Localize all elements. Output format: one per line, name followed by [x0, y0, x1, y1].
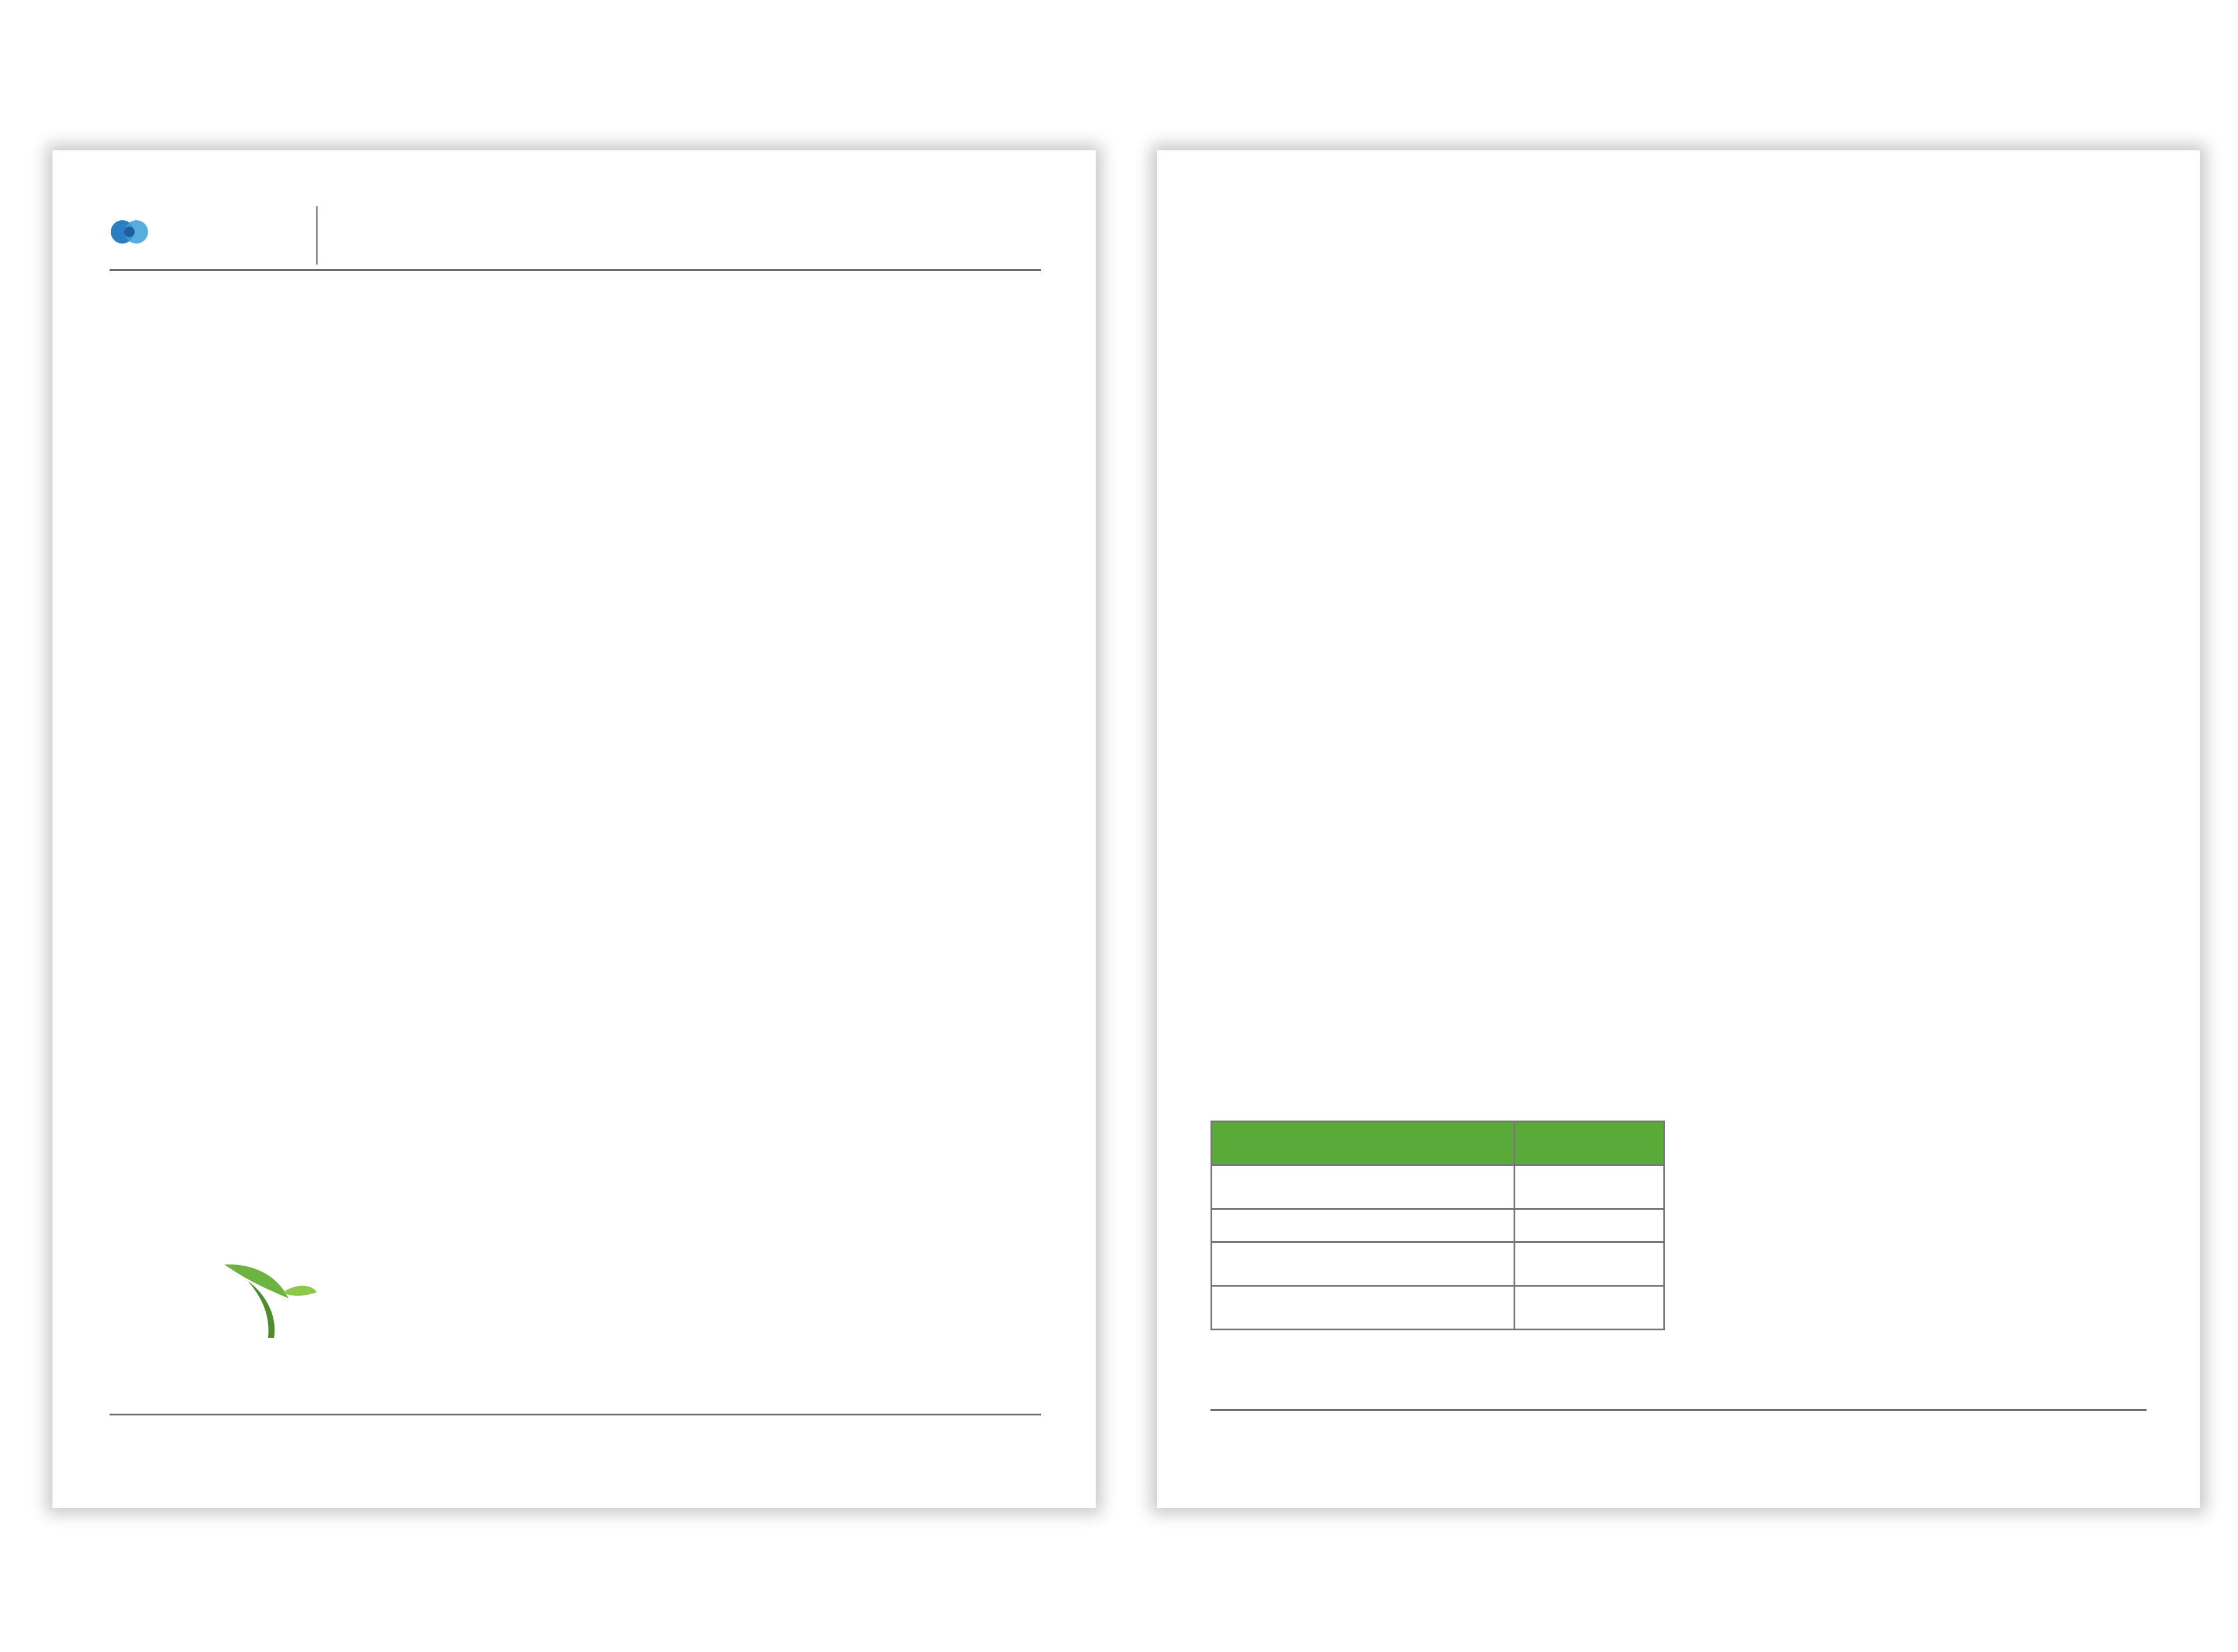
cfdna-yield-table: [1211, 1121, 1665, 1330]
table-header-row: [1212, 1122, 1665, 1165]
header-rule: [110, 269, 1041, 271]
table-header-yield: [1515, 1122, 1665, 1165]
methods-column: [580, 388, 1040, 403]
omega-logo-icon: [110, 214, 152, 249]
leaf-icon: [213, 1258, 318, 1339]
footer-rule: [110, 1414, 1041, 1415]
colli-pee-logo: [213, 1258, 469, 1351]
table-row: [1212, 1286, 1665, 1330]
table-row: [1212, 1165, 1665, 1209]
introduction-column: [110, 388, 558, 406]
table-cell-yield: [1515, 1242, 1665, 1286]
omega-biotek-logo: [110, 213, 296, 272]
logo-divider: [316, 206, 318, 265]
table-row: [1212, 1209, 1665, 1242]
document-page-1: [52, 150, 1096, 1508]
results-right-column: [1691, 661, 2146, 676]
table-cell-yield: [1515, 1209, 1665, 1242]
table-header-group: [1212, 1122, 1515, 1165]
gel-image: [1157, 150, 2200, 593]
table-cell-yield: [1515, 1165, 1665, 1209]
document-page-2: [1157, 150, 2200, 1508]
table-cell-yield: [1515, 1286, 1665, 1330]
table-row: [1212, 1242, 1665, 1286]
footer-rule: [1211, 1409, 2146, 1411]
tapestation-gel-figure: [1157, 150, 2200, 593]
